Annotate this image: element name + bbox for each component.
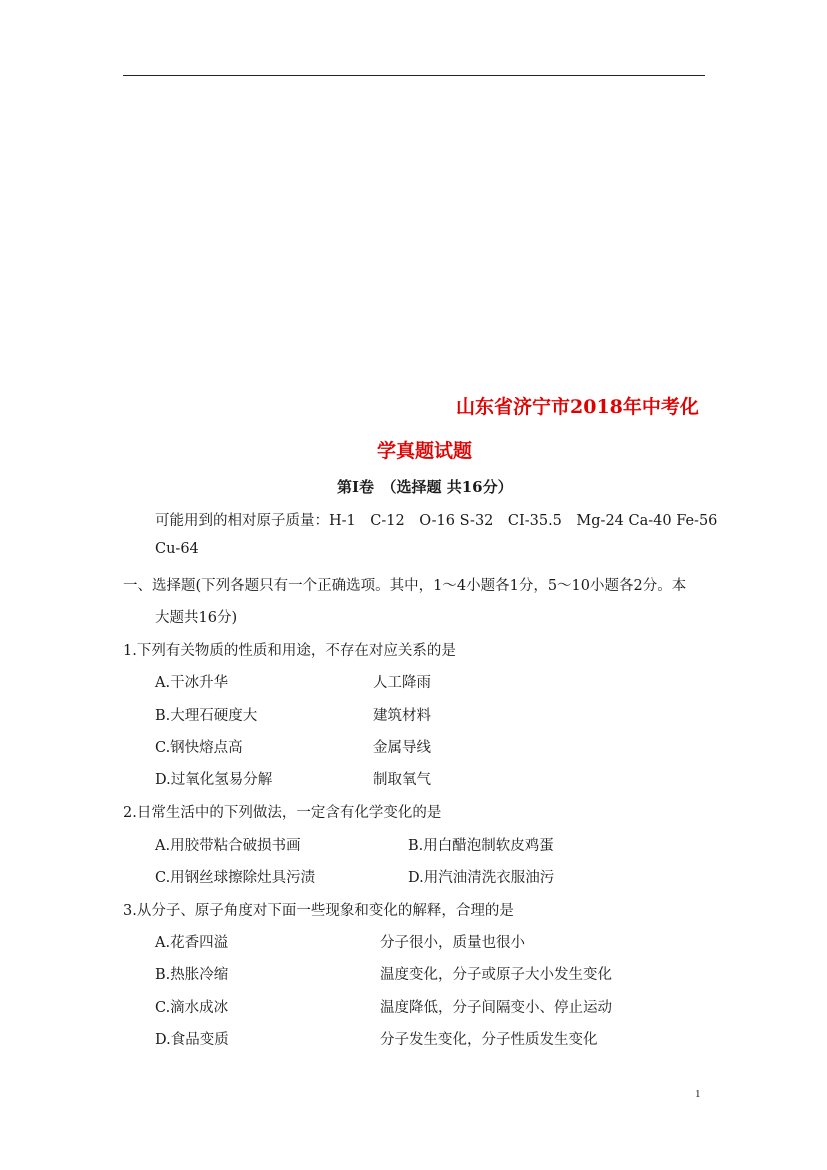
q3-option-d-explanation: 分子发生变化，分子性质发生变化: [380, 1032, 598, 1048]
page-number: 1: [695, 1088, 701, 1100]
part1-instructions-line-1: 一、选择题(下列各题只有一个正确选项。其中，1～4小题各1分，5～10小题各2分。本: [123, 578, 687, 594]
q2-option-d: D.用汽油清洗衣服油污: [408, 870, 555, 886]
atomic-mass-line-1: 可能用到的相对原子质量：H-1 C-12 O-16 S-32 CI-35.5 Mg-24 Ca-40 Fe-56: [155, 513, 718, 529]
q2-option-a: A.用胶带粘合破损书画: [155, 838, 301, 854]
q1-option-d: D.过氧化氢易分解: [155, 772, 273, 788]
q1-option-b-use: 建筑材料: [373, 708, 431, 724]
q1-option-c: C.钢快熔点高: [155, 740, 243, 756]
question-2-stem: 2.日常生活中的下列做法，一定含有化学变化的是: [123, 805, 442, 821]
q1-option-b: B.大理石硬度大: [155, 708, 258, 724]
q3-option-a-explanation: 分子很小，质量也很小: [380, 935, 525, 951]
q3-option-d: D.食品变质: [155, 1032, 229, 1048]
q2-option-b: B.用白醋泡制软皮鸡蛋: [408, 838, 554, 854]
question-3-stem: 3.从分子、原子角度对下面一些现象和变化的解释，合理的是: [123, 903, 514, 919]
header-rule: [123, 75, 705, 76]
title-line-2: 学真题试题: [377, 440, 473, 462]
q1-option-a-use: 人工降雨: [373, 675, 431, 691]
atomic-mass-line-2: Cu-64: [155, 541, 199, 557]
title-line-1: 山东省济宁市2018年中考化: [456, 396, 699, 418]
q1-option-d-use: 制取氧气: [373, 772, 431, 788]
q1-option-c-use: 金属导线: [373, 740, 431, 756]
q3-option-b: B.热胀冷缩: [155, 967, 229, 983]
part1-instructions-line-2: 大题共16分): [155, 610, 238, 626]
q3-option-b-explanation: 温度变化，分子或原子大小发生变化: [380, 967, 612, 983]
q3-option-a: A.花香四溢: [155, 935, 229, 951]
q1-option-a: A.干冰升华: [155, 675, 229, 691]
section-heading: 第Ⅰ卷 （选择题 共16分）: [337, 478, 513, 496]
q2-option-c: C.用钢丝球擦除灶具污渍: [155, 870, 316, 886]
q3-option-c: C.滴水成冰: [155, 1000, 229, 1016]
question-1-stem: 1.下列有关物质的性质和用途，不存在对应关系的是: [123, 643, 456, 659]
q3-option-c-explanation: 温度降低，分子间隔变小、停止运动: [380, 1000, 612, 1016]
